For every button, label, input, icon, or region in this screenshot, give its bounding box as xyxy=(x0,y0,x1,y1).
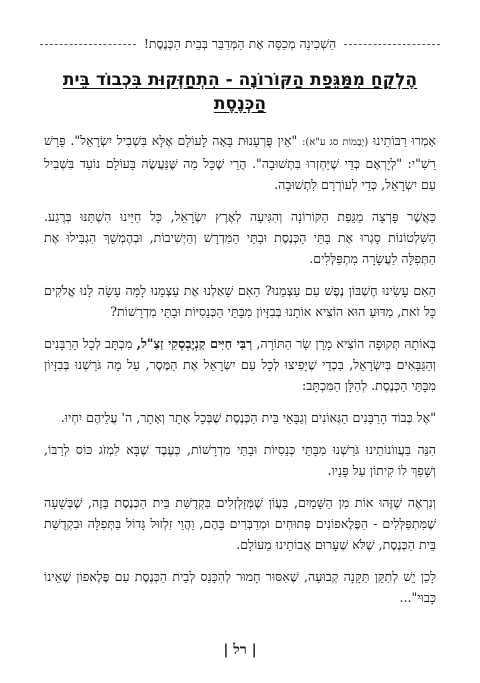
letter-salutation: "אֶל כְּבוֹד הָרַבָּנִים הַגְּאוֹנִים וְגַבָּאֵי בֵּית הַכְּנֶסֶת שֶׁבְּכָל אָתָר וְאָתָר, ה' עֲלֵיהֶם יִחְיוּ. xyxy=(60,410,436,425)
running-header xyxy=(40,34,440,54)
paragraph-7: וְנִרְאֶה שֶׁזֶּהוּ אוֹת מִן הַשָּׁמַיִם, בַּעֲוֹן שֶׁמְּזַלְזְלִים בִּקְדֻשַּׁת בֵּית הַכְּנֶסֶת בָּזֶה, שֶׁבְּשָׁעָה שֶׁמִּתְפַּלְּלִים - הַפֶּלֶאפוֹנִים פְּתוּחִים וּמְדַבְּרִים בָּהֶם, וַהֲוֵי זִלְזוּל גָּדוֹל בַּתְּפִלָּה וּבִקְדֻשַּׁת בֵּית הַכְּנֶסֶת, שֶׁלֹּא שְׁעָרוּם אֲבוֹתֵינוּ מֵעוֹלָם. xyxy=(44,495,436,552)
article-body xyxy=(44,130,436,619)
header-dash-right xyxy=(344,44,440,45)
paragraph-6: הִנֵּה בַּעֲווֹנוֹתֵינוּ גֹּרַשְׁנוּ מִבָּתֵּי כְּנֵסִיּוֹת וּבָתֵּי מִדְרָשׁוֹת, כְּעֶבֶד שֶׁבָּא לִמְזֹג כּוֹס לְרַבּוֹ, וְשָׁפַךְ לוֹ קִיתוֹן עַל פָּנָיו. xyxy=(44,442,436,478)
header-text: הַשְׁכִינָה מְכַסָּה אֶת הַמְּדַבֵּר בְּבֵית הַכְּנֶסֶת! xyxy=(143,36,337,51)
paragraph-8: לָכֵן יֵשׁ לְתַקֵּן תַּקָּנָה קְבוּעָה, שֶׁאִסּוּר חָמוּר לְהִכָּנֵס לְבֵית הַכְּנֶסֶת עִם פֶּלֶאפוֹן שֶׁאֵינוֹ כָּבוּי"... xyxy=(44,569,436,605)
paragraph-2: כַּאֲשֶׁר פָּרְצָה מַגֵּפַת הַקּוֹרוֹנָה וְהִגִּיעָה לְאֶרֶץ יִשְׂרָאֵל, כָּל חַיֵּינוּ הִשְׁתַּנּוּ בְּרֶגַע. הַשִּׁלְטוֹנוֹת סָגְרוּ אֶת בָּתֵּי הַכְּנֶסֶת וּבָתֵּי הַמִּדְרָשׁ וְהַיְשִׁיבוֹת, וּבְהֶמְשֵׁךְ הִגְבִּילוּ אֶת הַתְּפִלָּה לַעֲשָׂרָה מִתְפַּלְּלִים. xyxy=(44,209,436,266)
page-number: | רל | xyxy=(223,642,257,658)
paragraph-1-text: "אֵין פֻּרְעָנוּת בָּאָה לָעוֹלָם אֶלָּא בִּשְׁבִיל יִשְׂרָאֵל". פֵּרֵשׁ רַשִׁ"י: "לְיָרְאָם כְּדֵי שֶׁיַּחְזְרוּ בִּתְשׁוּבָה". הֲרֵי שֶׁכָּל מַה שֶּׁנַּעֲשֶׂה בָּעוֹלָם נוֹעַד בִּשְׁבִיל עַם יִשְׂרָאֵל, כְּדֵי לְעוֹרְרָם לִתְשׁוּבָה. xyxy=(44,133,436,192)
paragraph-4 xyxy=(44,333,436,396)
header-dash-left xyxy=(40,44,136,45)
rabbi-name: רַבִּי חַיִּים קַנְיֶבְסְקִי זַצַ"ל, xyxy=(136,336,253,351)
paragraph-4-opening: בְּאוֹתָהּ תְּקוּפָה הוֹצִיא מָרָן שַׂר הַתּוֹרָה, xyxy=(256,336,436,351)
paragraph-1 xyxy=(44,130,436,195)
article-title: הֶלְקֵחַ מִמַּגֵּפַת הַקּוֹרוֹנָה - הִתְחַזְּקוּת בִּכְבוֹד בֵּית הַכְּנֶסֶת xyxy=(62,70,418,114)
source-reference: (יְבָמוֹת סג ע"א): xyxy=(302,137,369,148)
paragraph-4-text: מִכְתָּב לְכָל הָרַבָּנִים וְהַגַּבָּאִים בְּיִשְׂרָאֵל, בִּכְדֵי שֶׁיָּפִיצוּ לְכָל עַם יִשְׂרָאֵל אֶת הַמֶּסֶר, עַל מָה גֹּרַשְׁנוּ בְּבִזָּיוֹן מִבָּתֵּי הַכְּנֶסֶת. לְהַלָּן הַמִּכְתָּב: xyxy=(44,336,436,393)
paragraph-1-opening: אָמְרוּ רַבּוֹתֵינוּ xyxy=(373,133,436,148)
paragraph-3: הַאִם עָשִׂינוּ חֶשְׁבּוֹן נֶפֶשׁ עִם עַצְמֵנוּ? הַאִם שָׁאַלְנוּ אֶת עַצְמֵנוּ לָמָּה עָשָׂה לָנוּ אֱלֹקִים כָּל זֹאת, מַדּוּעַ הוּא הוֹצִיא אוֹתָנוּ בְּבִזָּיוֹן מִבָּתֵּי הַכְּנֵסִיּוֹת וּבָתֵּי מִדְרָשׁוֹת? xyxy=(44,283,436,319)
